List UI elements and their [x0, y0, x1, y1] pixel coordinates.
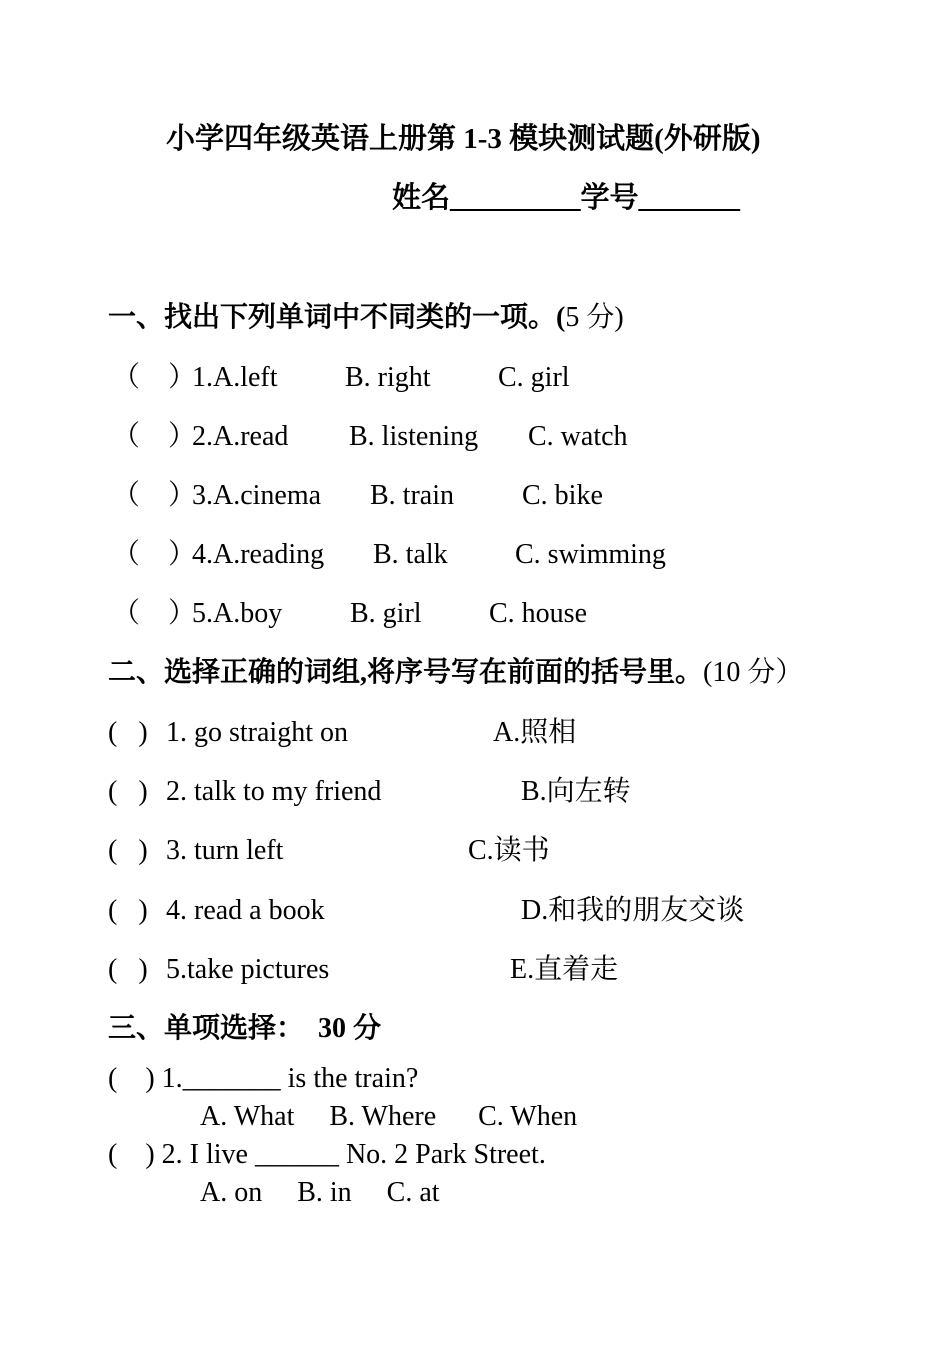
answer-paren: （ ） — [112, 598, 197, 629]
answer-paren: ( ) — [108, 895, 148, 926]
option-b: B. listening — [349, 421, 479, 452]
option-a: 5.A.boy — [192, 598, 283, 629]
phrase: 5.take pictures — [166, 954, 330, 985]
answer-paren: ( ) — [108, 954, 148, 985]
option-b: B. train — [370, 480, 454, 511]
option-a: 1.A.left — [192, 362, 278, 393]
option-c: C. girl — [498, 362, 570, 393]
option-c: C. house — [489, 598, 587, 629]
answer-paren: （ ） — [112, 362, 197, 393]
section1-heading — [108, 304, 624, 332]
question-text: ( ) 2. I live ______ No. 2 Park Street. — [108, 1139, 546, 1170]
phrase: 1. go straight on — [166, 717, 348, 748]
translation: C.读书 — [468, 835, 550, 866]
section2-heading — [108, 659, 803, 687]
answer-paren: ( ) — [108, 835, 148, 866]
phrase: 2. talk to my friend — [166, 776, 382, 807]
section1-heading-score: 5 分) — [565, 302, 624, 333]
option-a: 3.A.cinema — [192, 480, 322, 511]
translation: D.和我的朋友交谈 — [521, 895, 745, 926]
translation: B.向左转 — [521, 776, 631, 807]
option-a: 2.A.read — [192, 421, 289, 452]
section2-heading-main: 二、选择正确的词组,将序号写在前面的括号里。 — [108, 657, 704, 688]
phrase: 3. turn left — [166, 835, 284, 866]
phrase: 4. read a book — [166, 895, 325, 926]
name-student-number-line: 姓名_________学号_______ — [392, 182, 741, 214]
option-b: B. right — [345, 362, 431, 393]
section3-heading: 三、单项选择： 30 分 — [108, 1013, 382, 1044]
option-b: B. talk — [373, 539, 448, 570]
question-text: ( ) 1._______ is the train? — [108, 1063, 419, 1094]
question-options: A. on B. in C. at — [200, 1177, 440, 1208]
answer-paren: （ ） — [112, 480, 197, 511]
option-c: C. watch — [528, 421, 628, 452]
section1-heading-main: 一、找出下列单词中不同类的一项。( — [108, 302, 566, 333]
answer-paren: （ ） — [112, 421, 197, 452]
section2-heading-score: (10 分） — [703, 657, 804, 688]
option-b: B. girl — [350, 598, 422, 629]
translation: E.直着走 — [510, 954, 619, 985]
answer-paren: ( ) — [108, 776, 148, 807]
answer-paren: （ ） — [112, 539, 197, 570]
translation: A.照相 — [493, 717, 577, 748]
option-c: C. bike — [522, 480, 603, 511]
page-title: 小学四年级英语上册第 1-3 模块测试题(外研版) — [166, 123, 761, 155]
answer-paren: ( ) — [108, 717, 148, 748]
option-c: C. swimming — [515, 539, 666, 570]
question-options: A. What B. Where C. When — [200, 1101, 578, 1132]
option-a: 4.A.reading — [192, 539, 325, 570]
